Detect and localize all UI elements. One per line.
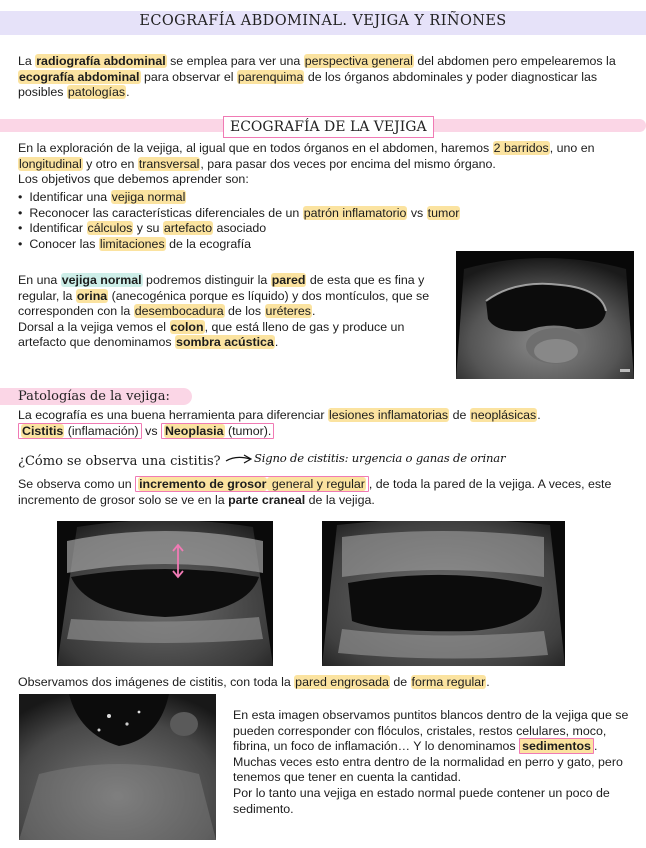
cystitis-question: ¿Cómo se observa una cistitis?	[18, 454, 221, 469]
sediment-paragraph: En esta imagen observamos puntitos blancos dentro de la vejiga que se pueden corresponder con flóculos, cristales, restos celulares, moco, fibrina, un foco de inflamación… Y lo denominamos sedimentos . Muchas veces esto entra dentro de la normalidad en perro y gato, pero tenemos que tener en cuenta la cantidad. Por lo tanto una vejiga en estado normal puede contener un poco de sedimento.	[233, 708, 629, 816]
normal-bladder-paragraph: En una vejiga normal podremos distinguir la pared de esta que es fina y regular, la orina (anecogénica porque es líquido) y dos montículos, que se corresponden con la desembocadura de los uréteres. Dorsal a la vejiga vemos el colon, que está lleno de gas y produce un artefacto que denominamos sombra acústica.	[18, 273, 430, 350]
list-item: • Identificar cálculos y su artefacto asociado	[18, 221, 630, 237]
arrow-right-icon	[224, 452, 254, 466]
handwritten-note: Signo de cistitis: urgencia o ganas de orinar	[254, 451, 506, 465]
list-item: • Reconocer las características diferenciales de un patrón inflamatorio vs tumor	[18, 206, 630, 222]
page-title: ECOGRAFÍA ABDOMINAL. VEJIGA Y RIÑONES	[139, 13, 507, 29]
bladder-exploration-paragraph: En la exploración de la vejiga, al igual que en todos órganos en el abdomen, haremos 2 barridos, uno en longitudinal y otro en transversal, para pasar dos veces por encima del mismo órgano. Los objetivos que debemos aprender son:	[18, 141, 595, 187]
ultrasound-image-sediment	[19, 694, 216, 840]
double-arrow-icon	[171, 543, 185, 579]
ultrasound-image-normal-bladder	[456, 251, 634, 379]
cystitis-caption: Observamos dos imágenes de cistitis, con toda la pared engrosada de forma regular.	[18, 675, 490, 689]
objectives-list	[18, 190, 630, 252]
section-title-bladder-ultrasound: ECOGRAFÍA DE LA VEJIGA	[223, 116, 434, 138]
list-item: • Identificar una vejiga normal	[18, 190, 630, 206]
intro-paragraph: La radiografía abdominal se emplea para ver una perspectiva general del abdomen pero empelearemos la ecografía abdominal para observar el parenquima de los órganos abdominales y poder diagnosticar las posibles patologías.	[18, 54, 616, 100]
pathologies-paragraph: La ecografía es una buena herramienta para diferenciar lesiones inflamatorias de neoplásicas. Cistitis (inflamación) vs Neoplasia (tumor).	[18, 408, 541, 438]
cystitis-description-paragraph: Se observa como un incremento de grosor general y regular , de toda la pared de la vejiga. A veces, este incremento de grosor solo se ve en la parte craneal de la vejiga.	[18, 477, 612, 507]
ultrasound-image-cystitis-1	[57, 521, 273, 666]
ultrasound-image-cystitis-2	[322, 521, 565, 666]
list-item: • Conocer las limitaciones de la ecografía	[18, 237, 630, 253]
section-title-bladder-pathologies: Patologías de la vejiga:	[18, 389, 170, 404]
